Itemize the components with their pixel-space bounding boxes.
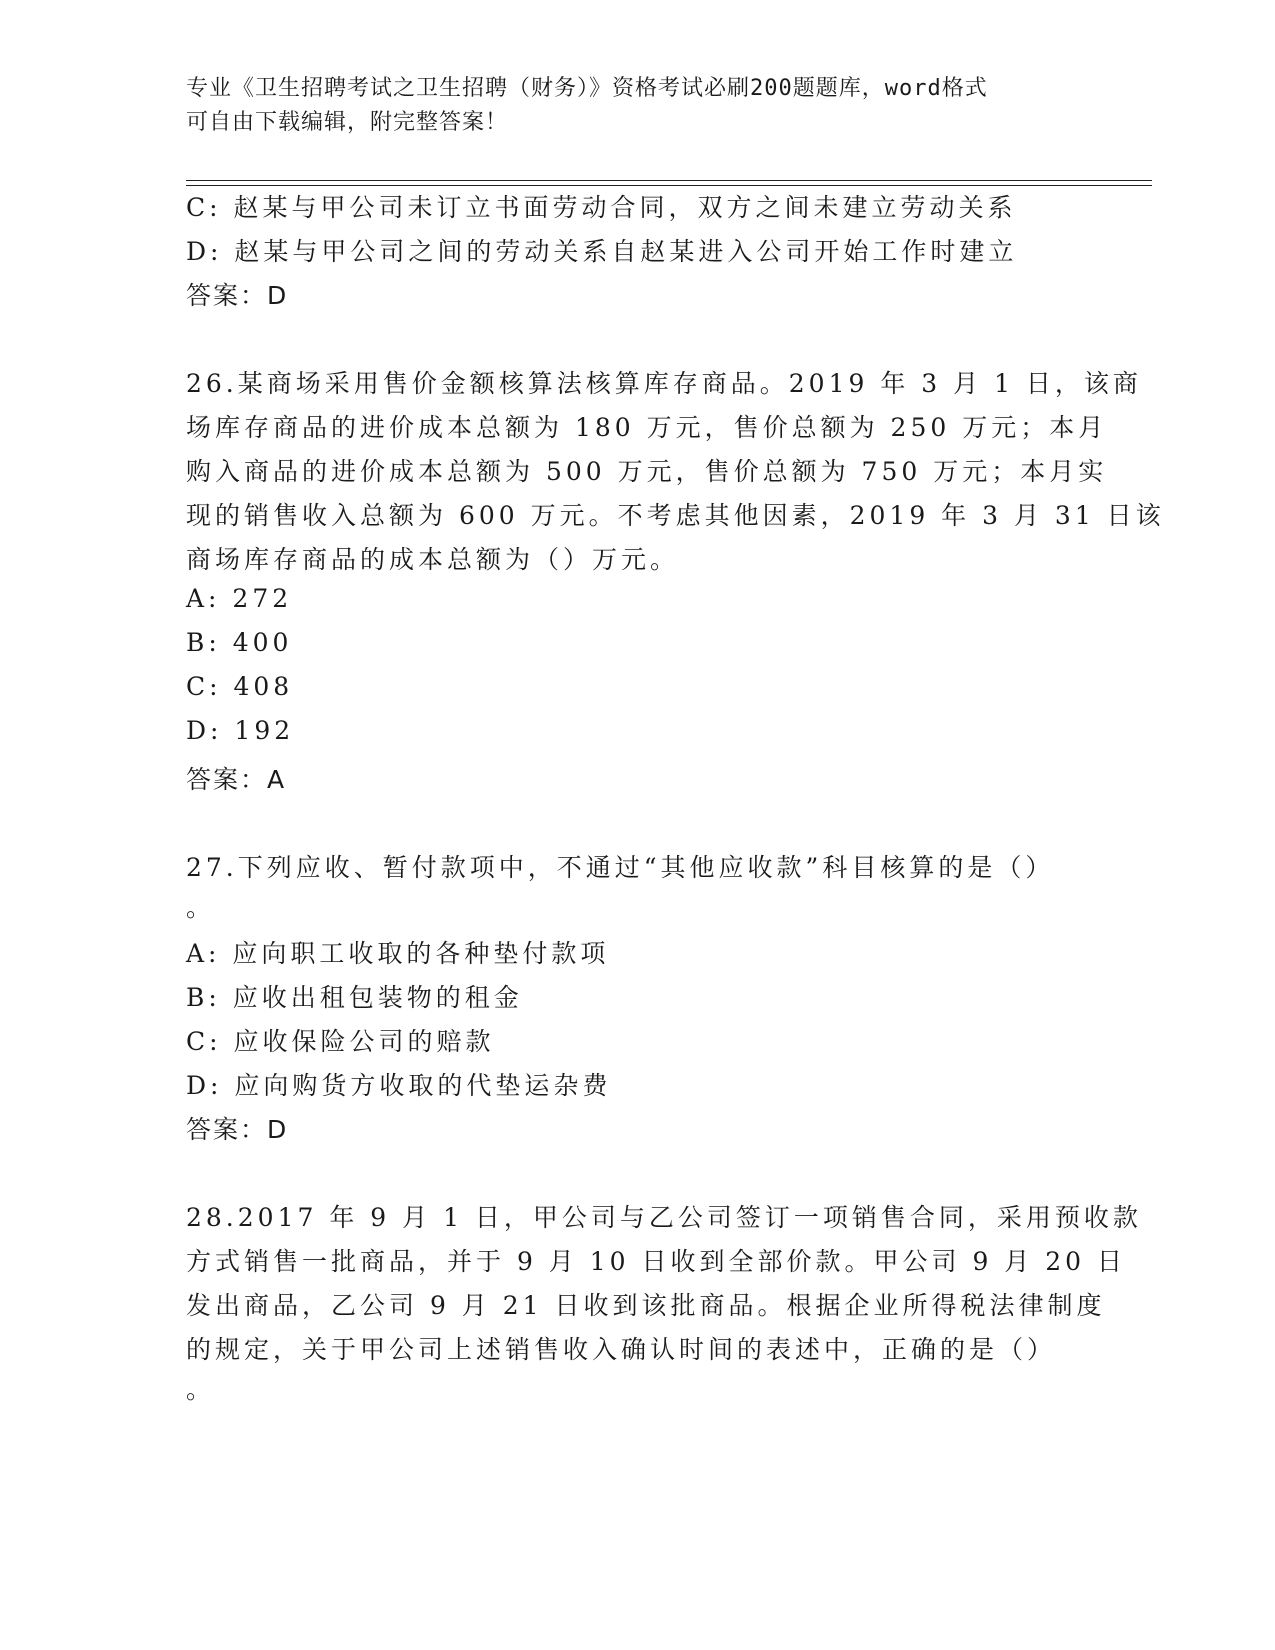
q27-option-a: A: 应向职工收取的各种垫付款项	[186, 939, 610, 968]
q26-option-d: D: 192	[186, 716, 295, 745]
q26-stem-line: 购入商品的进价成本总额为 500 万元，售价总额为 750 万元；本月实	[186, 457, 1108, 486]
q26-stem-line: 26.某商场采用售价金额核算法核算库存商品。2019 年 3 月 1 日，该商	[186, 369, 1142, 398]
q27-stem-line: 。	[186, 893, 216, 922]
q28-stem-line: 。	[186, 1375, 216, 1404]
q28-stem-line: 的规定，关于甲公司上述销售收入确认时间的表述中，正确的是（）	[186, 1335, 1057, 1364]
q27-option-b: B: 应收出租包装物的租金	[186, 983, 523, 1012]
q26-option-b: B: 400	[186, 628, 293, 657]
q27-option-c: C: 应收保险公司的赔款	[186, 1027, 495, 1056]
document-header	[186, 72, 1066, 140]
q25-answer: 答案：D	[186, 281, 289, 310]
q28-stem-line: 28.2017 年 9 月 1 日，甲公司与乙公司签订一项销售合同，采用预收款	[186, 1203, 1142, 1232]
header-line-2: 可自由下载编辑，附完整答案！	[186, 110, 509, 135]
q27-answer: 答案：D	[186, 1115, 289, 1144]
q26-stem-line: 商场库存商品的成本总额为（）万元。	[186, 545, 680, 574]
header-divider-top	[186, 180, 1152, 181]
q25-option-c: C: 赵某与甲公司未订立书面劳动合同，双方之间未建立劳动关系	[186, 193, 1017, 222]
q27-option-d: D: 应向购货方收取的代垫运杂费	[186, 1071, 612, 1100]
q28-stem-line: 发出商品，乙公司 9 月 21 日收到该批商品。根据企业所得税法律制度	[186, 1291, 1106, 1320]
q26-stem-line: 场库存商品的进价成本总额为 180 万元，售价总额为 250 万元；本月	[186, 413, 1108, 442]
q26-option-a: A: 272	[186, 584, 293, 613]
q26-answer: 答案：A	[186, 765, 287, 794]
header-line-1: 专业《卫生招聘考试之卫生招聘（财务）》资格考试必刷200题题库，word格式	[186, 76, 988, 101]
q27-stem-line: 27.下列应收、暂付款项中，不通过“其他应收款”科目核算的是（）	[186, 853, 1055, 882]
q28-stem-line: 方式销售一批商品，并于 9 月 10 日收到全部价款。甲公司 9 月 20 日	[186, 1247, 1127, 1276]
q26-stem-line: 现的销售收入总额为 600 万元。不考虑其他因素，2019 年 3 月 31 日该	[186, 501, 1165, 530]
header-divider-bottom	[186, 185, 1152, 186]
q26-option-c: C: 408	[186, 672, 294, 701]
q25-option-d: D: 赵某与甲公司之间的劳动关系自赵某进入公司开始工作时建立	[186, 237, 1018, 266]
